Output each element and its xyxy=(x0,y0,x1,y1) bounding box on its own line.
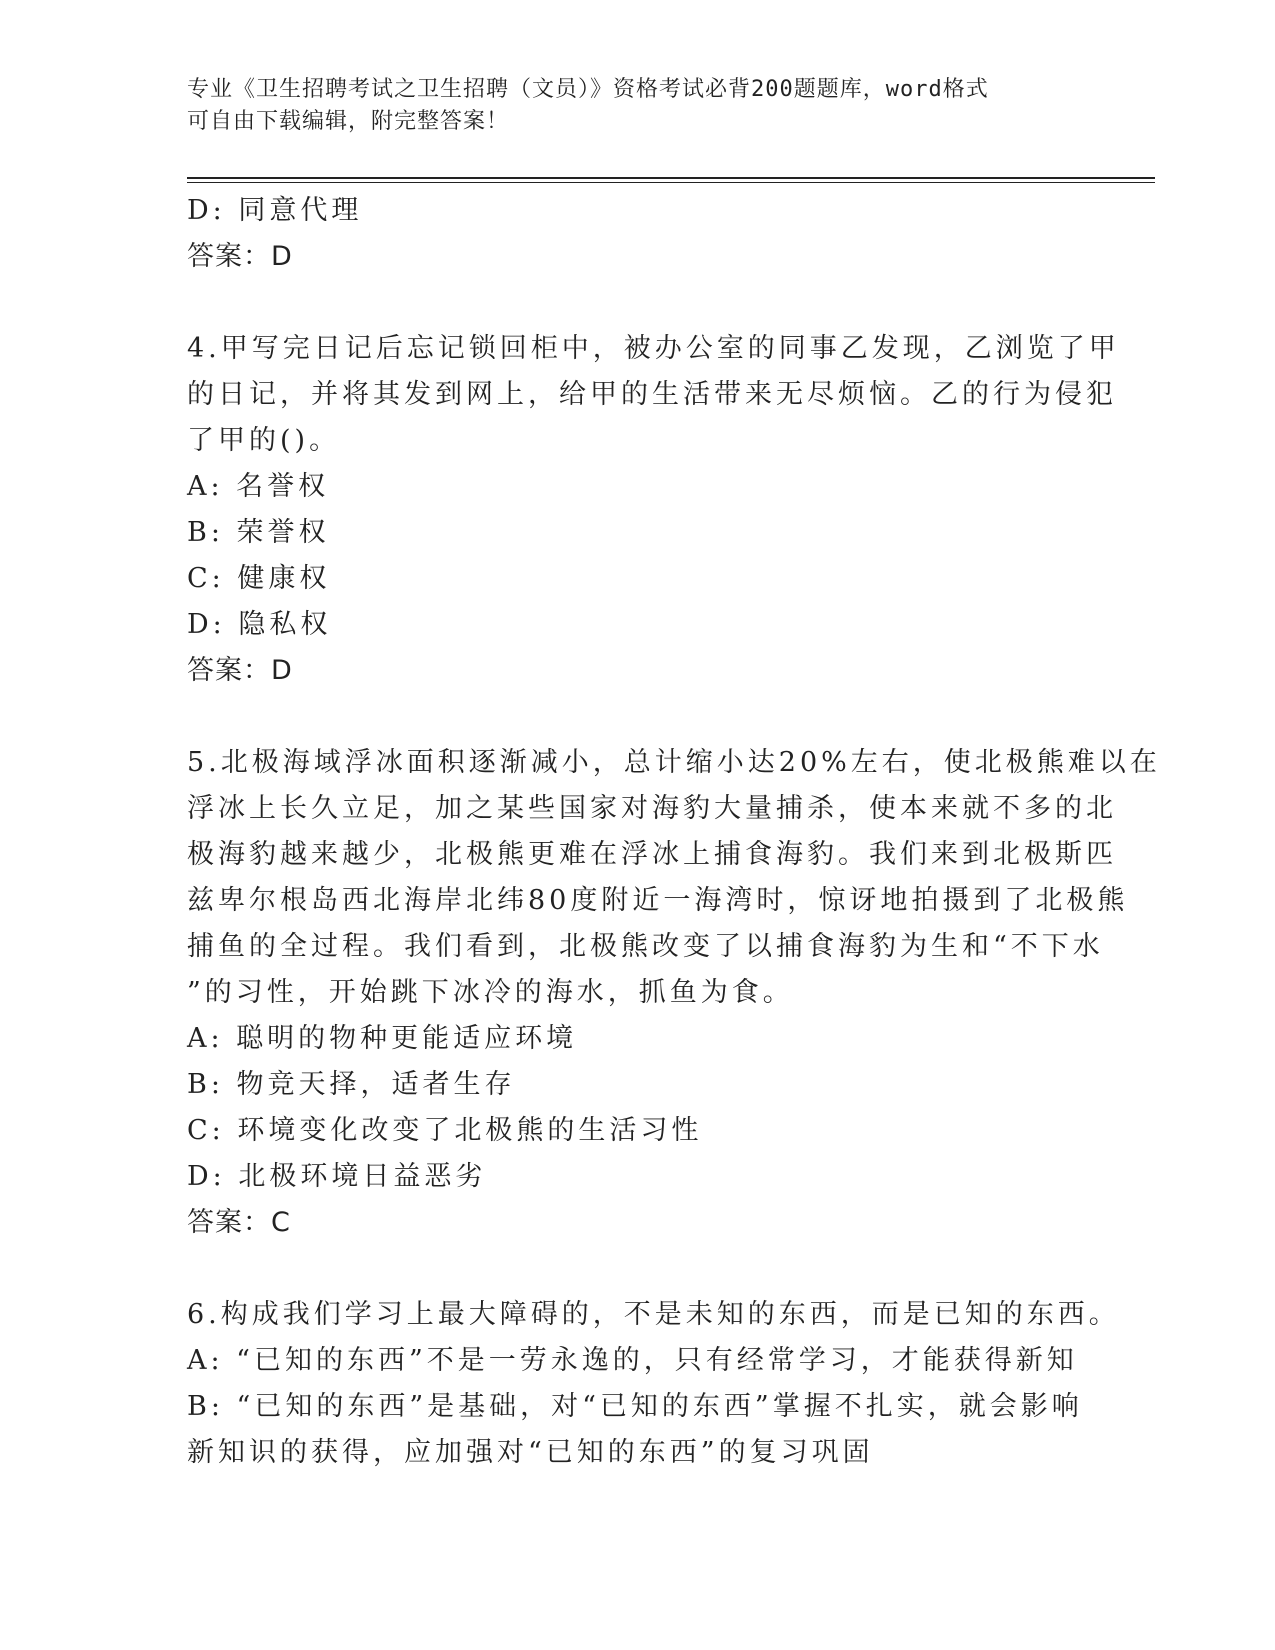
question-6 xyxy=(187,1292,1120,1476)
question-text-line: 的日记，并将其发到网上，给甲的生活带来无尽烦恼。乙的行为侵犯 xyxy=(187,379,1117,410)
question-5 xyxy=(187,740,1161,1246)
question-text-line: 4.甲写完日记后忘记锁回柜中，被办公室的同事乙发现，乙浏览了甲 xyxy=(187,333,1120,364)
question-text-line: 6.构成我们学习上最大障碍的，不是未知的东西，而是已知的东西。 xyxy=(187,1299,1120,1330)
option-b: B: 荣誉权 xyxy=(187,517,330,548)
option-c: C: 环境变化改变了北极熊的生活习性 xyxy=(187,1115,703,1146)
question-text-line: 极海豹越来越少，北极熊更难在浮冰上捕食海豹。我们来到北极斯匹 xyxy=(187,839,1117,870)
question-text-line: 浮冰上长久立足，加之某些国家对海豹大量捕杀，使本来就不多的北 xyxy=(187,793,1117,824)
question-text-line: ”的习性，开始跳下冰冷的海水，抓鱼为食。 xyxy=(187,977,794,1008)
header-line-1: 专业《卫生招聘考试之卫生招聘（文员）》资格考试必背200题题库，word格式 xyxy=(187,77,989,102)
option-a: A: 名誉权 xyxy=(187,471,330,502)
header-rule-thin xyxy=(187,182,1155,183)
question-text-line: 5.北极海域浮冰面积逐渐减小，总计缩小达20%左右，使北极熊难以在 xyxy=(187,747,1161,778)
question-4 xyxy=(187,326,1120,694)
option-c: C: 健康权 xyxy=(187,563,331,594)
option-d: D: 同意代理 xyxy=(187,195,363,226)
question-content xyxy=(187,188,1161,1476)
header-line-2: 可自由下载编辑，附完整答案！ xyxy=(187,109,510,134)
answer-line: 答案：C xyxy=(187,1207,291,1238)
option-d: D: 隐私权 xyxy=(187,609,332,640)
answer-line: 答案：D xyxy=(187,241,293,272)
option-d: D: 北极环境日益恶劣 xyxy=(187,1161,487,1192)
option-a: A: 聪明的物种更能适应环境 xyxy=(187,1023,578,1054)
header-rule-thick xyxy=(187,177,1155,179)
question-text-line: 兹卑尔根岛西北海岸北纬80度附近一海湾时，惊讶地拍摄到了北极熊 xyxy=(187,885,1129,916)
option-b-continued: 新知识的获得，应加强对“已知的东西”的复习巩固 xyxy=(187,1437,874,1468)
option-b: B: “已知的东西”是基础，对“已知的东西”掌握不扎实，就会影响 xyxy=(187,1391,1083,1422)
question-text-line: 捕鱼的全过程。我们看到，北极熊改变了以捕食海豹为生和“不下水 xyxy=(187,931,1104,962)
question-text-line: 了甲的()。 xyxy=(187,425,341,456)
option-b: B: 物竞天择，适者生存 xyxy=(187,1069,516,1100)
question-3-tail xyxy=(187,188,1087,280)
page-header xyxy=(187,74,1067,138)
option-a: A: “已知的东西”不是一劳永逸的，只有经常学习，才能获得新知 xyxy=(187,1345,1078,1376)
answer-line: 答案：D xyxy=(187,655,293,686)
